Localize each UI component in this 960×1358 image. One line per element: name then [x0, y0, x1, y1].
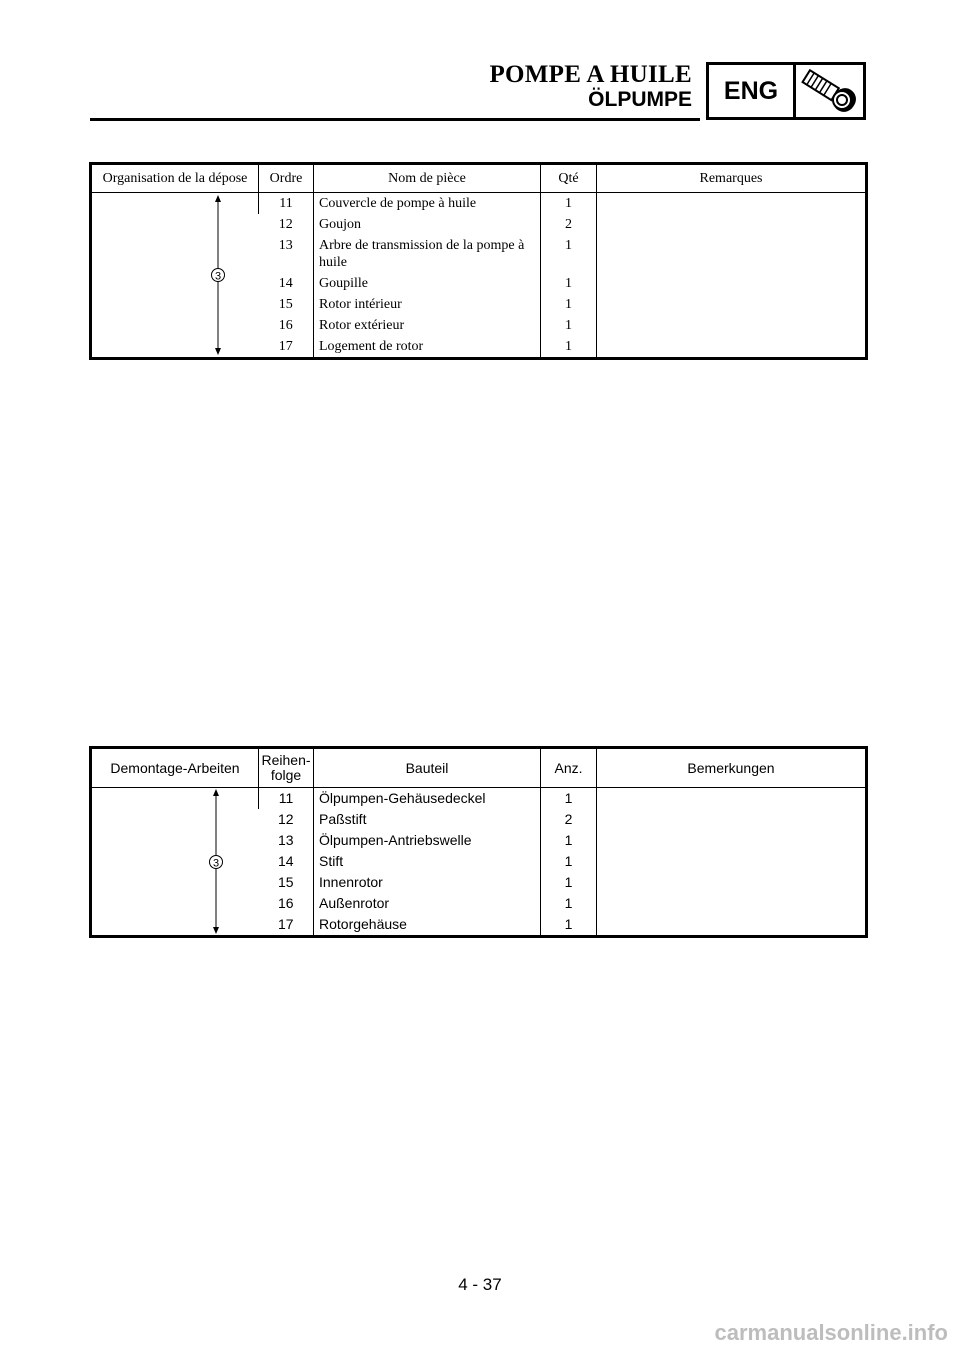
- qty-cell: 1: [541, 851, 597, 872]
- part-name-cell: Couvercle de pompe à huile: [314, 193, 541, 215]
- qty-cell: 1: [541, 914, 597, 937]
- removal-arrow: [92, 193, 258, 357]
- remarks-cell: [597, 193, 867, 359]
- header-rule: [90, 118, 700, 121]
- engine-wrench-icon: [796, 65, 863, 117]
- qty-cell: 1: [541, 830, 597, 851]
- col-header-order-line1: Reihen-: [261, 752, 311, 768]
- part-name-cell: Rotor extérieur: [314, 315, 541, 336]
- page-number: 4 - 37: [458, 1275, 502, 1294]
- group-number: 3: [212, 857, 220, 870]
- part-name-cell: Goujon: [314, 214, 541, 235]
- col-header-remarks: Remarques: [597, 164, 867, 193]
- qty-cell: 1: [541, 273, 597, 294]
- qty-cell: 1: [541, 193, 597, 215]
- col-header-qty: Anz.: [541, 748, 597, 788]
- part-name-cell: Paßstift: [314, 809, 541, 830]
- qty-cell: 2: [541, 214, 597, 235]
- qty-cell: 1: [541, 336, 597, 359]
- order-cell: 16: [277, 895, 294, 911]
- parts-table-german: [89, 746, 868, 938]
- part-name-cell: Innenrotor: [314, 872, 541, 893]
- section-badge: [706, 62, 866, 120]
- part-name-cell: Stift: [314, 851, 541, 872]
- part-name-cell: Ölpumpen-Antriebswelle: [314, 830, 541, 851]
- order-cell: 13: [277, 832, 294, 848]
- part-name-cell: Außenrotor: [314, 893, 541, 914]
- part-name-cell: Logement de rotor: [314, 336, 541, 359]
- qty-cell: 1: [541, 294, 597, 315]
- remarks-cell: [597, 788, 867, 937]
- col-header-part-name: Bauteil: [314, 748, 541, 788]
- removal-arrow: [92, 788, 258, 935]
- removal-group-cell: [91, 788, 259, 937]
- qty-cell: 1: [541, 315, 597, 336]
- qty-cell: 1: [541, 872, 597, 893]
- order-cell: 14: [277, 853, 294, 869]
- qty-cell: 1: [541, 788, 597, 810]
- order-cell: 11: [259, 193, 314, 215]
- col-header-order: Ordre: [259, 164, 314, 193]
- table-row: [91, 193, 867, 215]
- page-title-german: ÖLPUMPE: [588, 88, 692, 111]
- table-row: [91, 788, 867, 810]
- table-header-row: [91, 164, 867, 193]
- table-header-row: [91, 748, 867, 788]
- order-cell: 16: [278, 318, 293, 333]
- part-name-cell: Rotor intérieur: [314, 294, 541, 315]
- order-cell: 12: [277, 811, 294, 827]
- order-cell: 13: [278, 238, 293, 253]
- order-cell: 15: [277, 874, 294, 890]
- col-header-order: [259, 748, 314, 788]
- group-number: 3: [214, 270, 222, 283]
- page-title-french: POMPE A HUILE: [489, 61, 692, 88]
- col-header-removal-order: Demontage-Arbeiten: [91, 748, 259, 788]
- qty-cell: 2: [541, 809, 597, 830]
- order-cell: 15: [278, 297, 293, 312]
- col-header-remarks: Bemerkungen: [597, 748, 867, 788]
- part-name-cell: Rotorgehäuse: [314, 914, 541, 937]
- qty-cell: 1: [541, 893, 597, 914]
- order-cell: 11: [259, 788, 314, 810]
- col-header-removal-order: Organisation de la dépose: [91, 164, 259, 193]
- parts-table-french: [89, 162, 868, 360]
- col-header-part-name: Nom de pièce: [314, 164, 541, 193]
- qty-cell: 1: [541, 235, 597, 273]
- order-cell: 14: [278, 276, 293, 291]
- section-label: ENG: [709, 65, 796, 117]
- order-cell: 12: [278, 217, 293, 232]
- col-header-qty: Qté: [541, 164, 597, 193]
- col-header-order-line2: folge: [270, 767, 302, 783]
- removal-group-cell: [91, 193, 259, 359]
- watermark: carmanualsonline.info: [714, 1320, 948, 1345]
- part-name-cell: Arbre de transmission de la pompe à huile: [314, 235, 541, 273]
- part-name-cell: Ölpumpen-Gehäusedeckel: [314, 788, 541, 810]
- part-name-cell: Goupille: [314, 273, 541, 294]
- order-cell: 17: [277, 916, 294, 932]
- order-cell: 17: [278, 339, 293, 354]
